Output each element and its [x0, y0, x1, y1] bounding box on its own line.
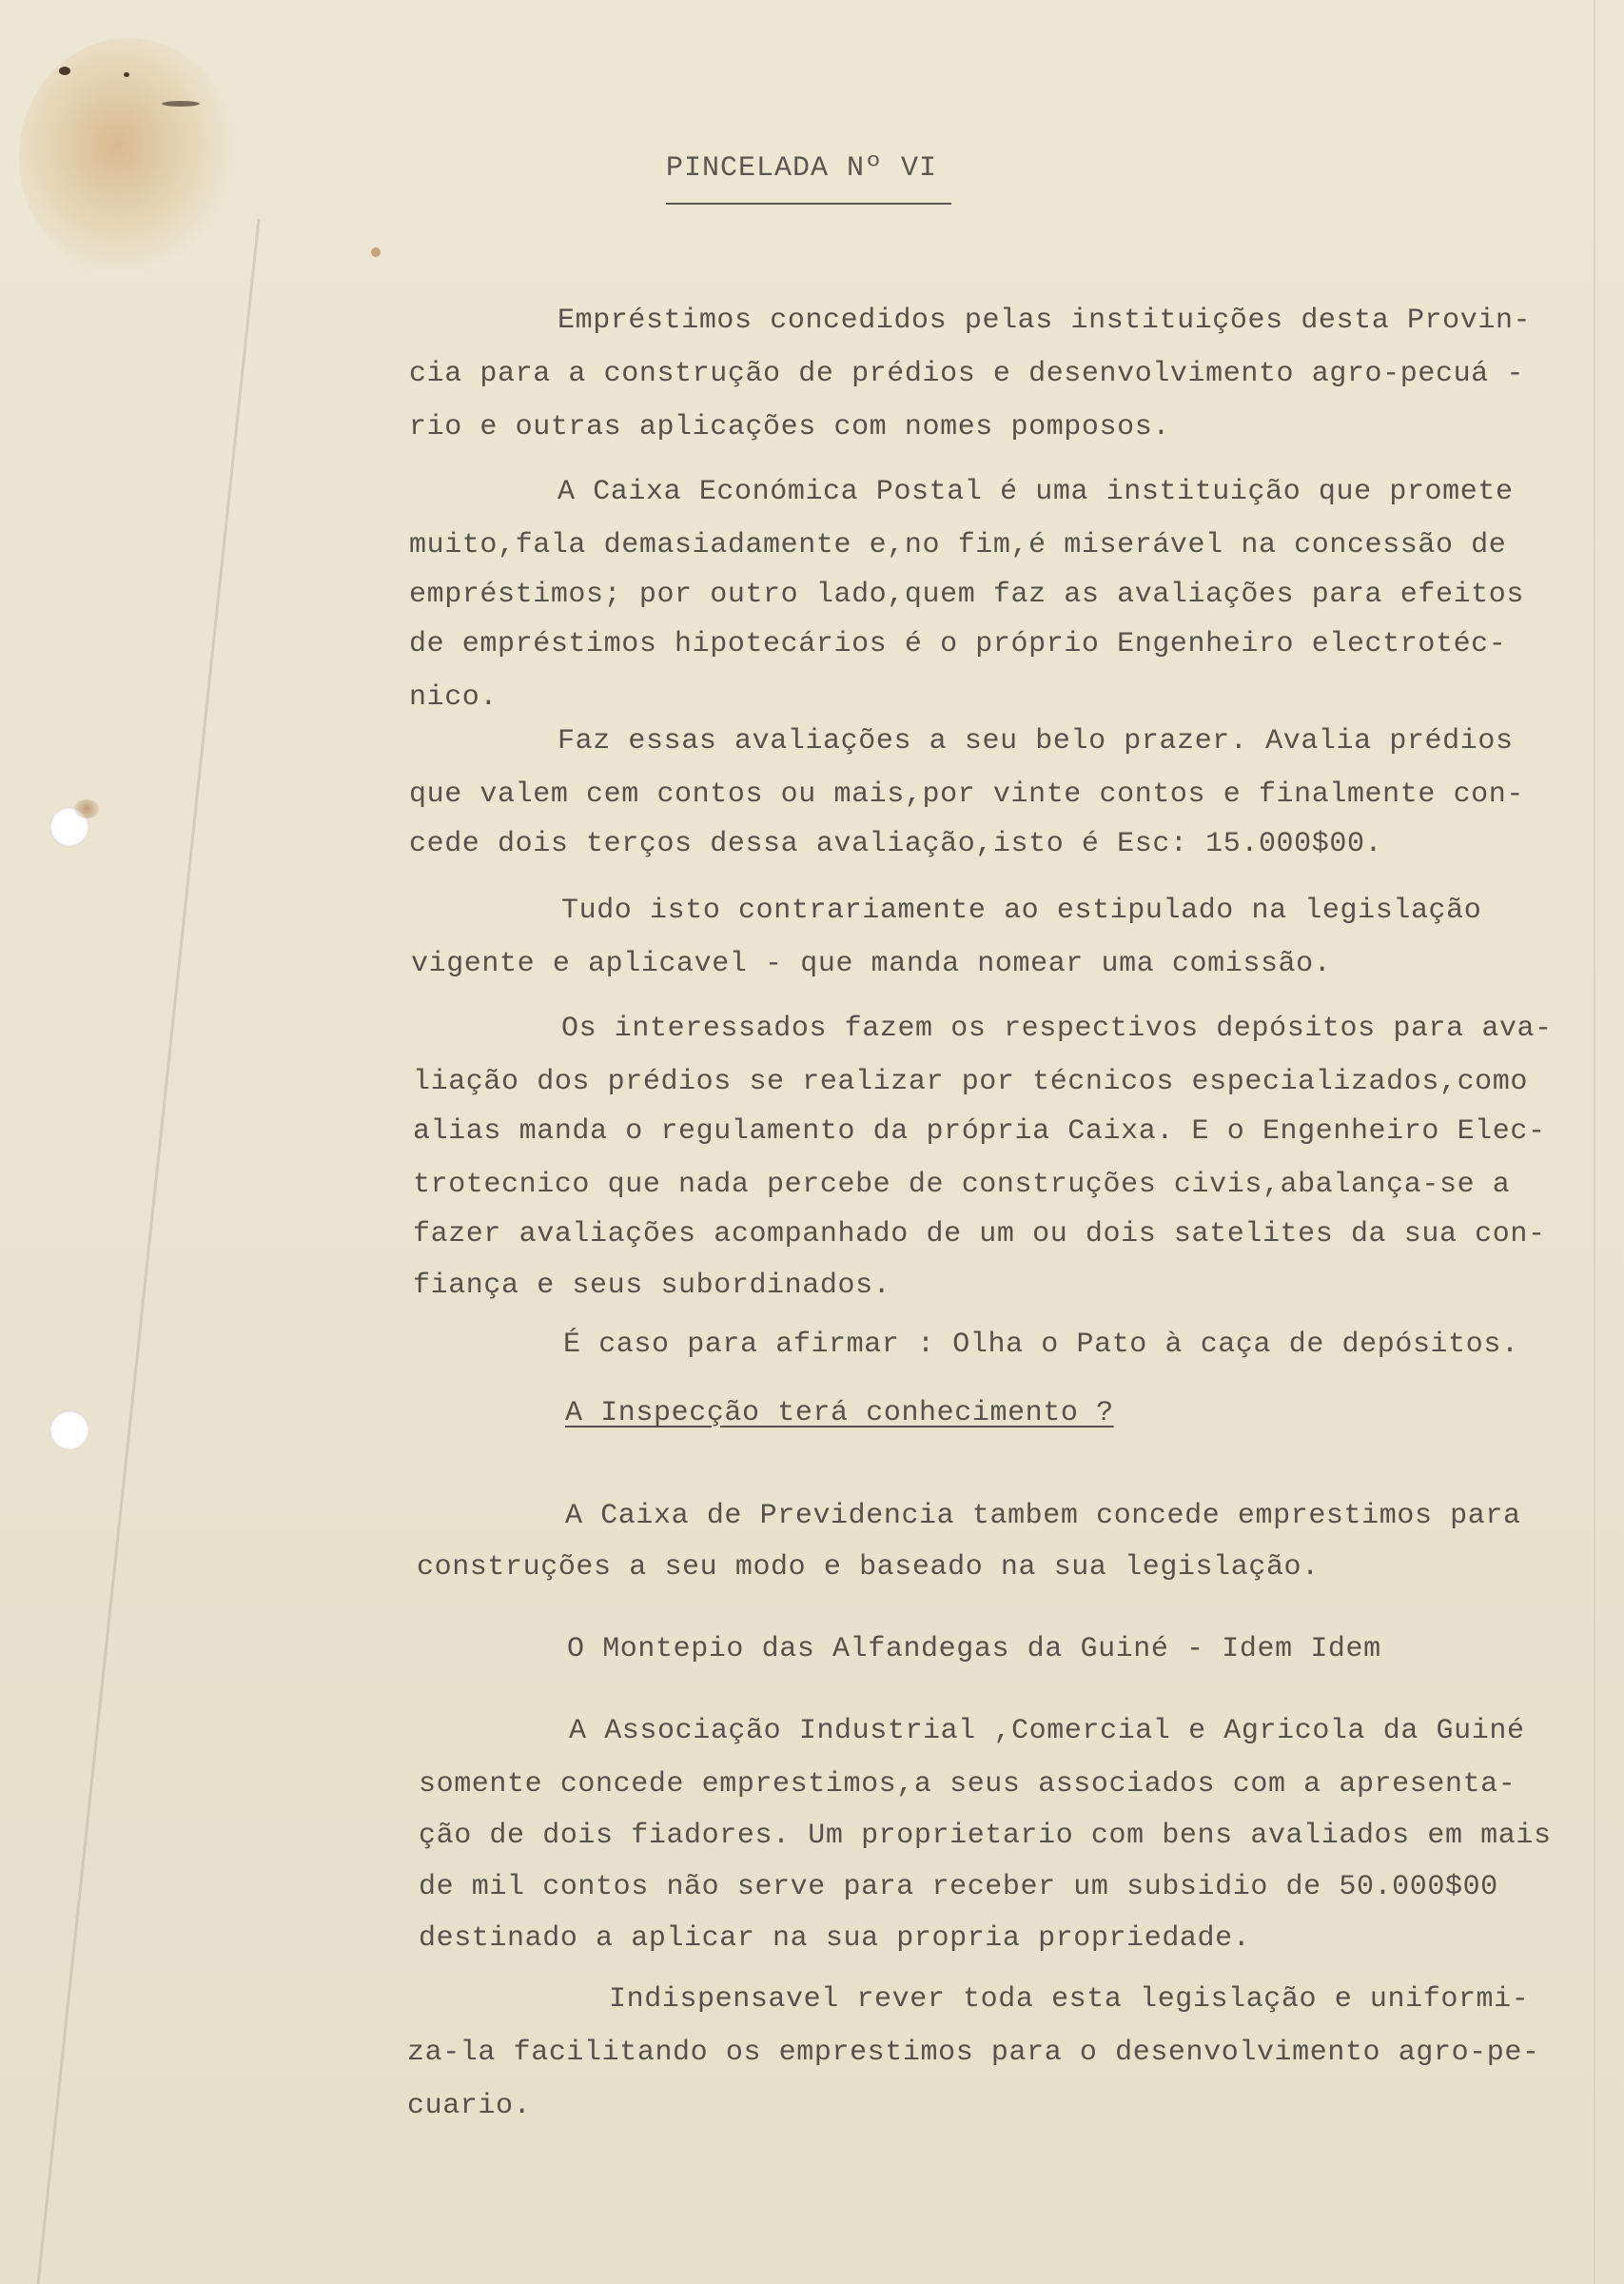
p2-line-5: nico.	[409, 681, 499, 714]
ink-speck	[371, 247, 381, 257]
title-underline	[666, 203, 951, 205]
p3-line-3: cede dois terços dessa avaliação,isto é Esc: 15.000$00.	[409, 828, 1383, 860]
p5-line-5: fazer avaliações acompanhado de um ou dois satelites da sua con-	[413, 1218, 1546, 1250]
p11-line-3: cuario.	[407, 2090, 532, 2122]
p6-line: É caso para afirmar : Olha o Pato à caça de depósitos.	[563, 1329, 1519, 1361]
p5-line-1: Os interessados fazem os respectivos depósitos para ava-	[561, 1013, 1553, 1045]
p4-line-1: Tudo isto contrariamente ao estipulado na legislação	[561, 895, 1482, 927]
ink-speck	[162, 101, 200, 107]
p8-line-1: A Caixa de Previdencia tambem concede emprestimos para	[565, 1500, 1521, 1532]
p5-line-2: liação dos prédios se realizar por técnicos especializados,como	[413, 1066, 1528, 1098]
p3-line-1: Faz essas avaliações a seu belo prazer. Avalia prédios	[558, 725, 1514, 758]
p10-line-3: ção de dois fiadores. Um proprietario com bens avaliados em mais	[419, 1820, 1552, 1852]
p5-line-3: alias manda o regulamento da própria Caixa. E o Engenheiro Elec-	[413, 1115, 1546, 1148]
punch-hole-top	[49, 807, 89, 847]
p2-line-1: A Caixa Económica Postal é uma instituição que promete	[558, 476, 1514, 508]
p1-line-1: Empréstimos concedidos pelas instituições desta Provin-	[558, 305, 1532, 337]
p2-line-4: de empréstimos hipotecários é o próprio Engenheiro electrotéc-	[409, 628, 1507, 660]
p1-line-2: cia para a construção de prédios e desenvolvimento agro-pecuá -	[409, 358, 1524, 390]
p8-line-2: construções a seu modo e baseado na sua legislação.	[417, 1551, 1320, 1584]
p4-line-2: vigente e aplicavel - que manda nomear uma comissão.	[411, 948, 1332, 980]
ink-speck	[124, 72, 129, 77]
page-title: PINCELADA Nº VI	[666, 152, 938, 185]
p2-line-3: empréstimos; por outro lado,quem faz as avaliações para efeitos	[409, 579, 1524, 611]
p10-line-2: somente concede emprestimos,a seus associados com a apresenta-	[419, 1768, 1516, 1801]
p10-line-5: destinado a aplicar na sua propria propriedade.	[419, 1922, 1251, 1955]
p1-line-3: rio e outras aplicações com nomes pomposos.	[409, 411, 1170, 443]
p10-line-1: A Associação Industrial ,Comercial e Agricola da Guiné	[569, 1715, 1525, 1747]
p9-line: O Montepio das Alfandegas da Guiné - Idem Idem	[567, 1633, 1381, 1665]
p10-line-4: de mil contos não serve para receber um subsidio de 50.000$00	[419, 1871, 1498, 1903]
p11-line-2: za-la facilitando os emprestimos para o desenvolvimento agro-pe-	[407, 2037, 1540, 2069]
p11-line-1: Indispensavel rever toda esta legislação e uniformi-	[609, 1983, 1530, 2016]
p3-line-2: que valem cem contos ou mais,por vinte contos e finalmente con-	[409, 778, 1524, 811]
p5-line-4: trotecnico que nada percebe de construções civis,abalança-se a	[413, 1169, 1511, 1201]
p5-line-6: fiança e seus subordinados.	[413, 1270, 891, 1302]
punch-hole-bottom	[49, 1410, 89, 1450]
p7-question: A Inspecção terá conhecimento ?	[565, 1397, 1114, 1429]
p2-line-2: muito,fala demasiadamente e,no fim,é miserável na concessão de	[409, 529, 1507, 561]
ink-speck	[59, 67, 70, 75]
